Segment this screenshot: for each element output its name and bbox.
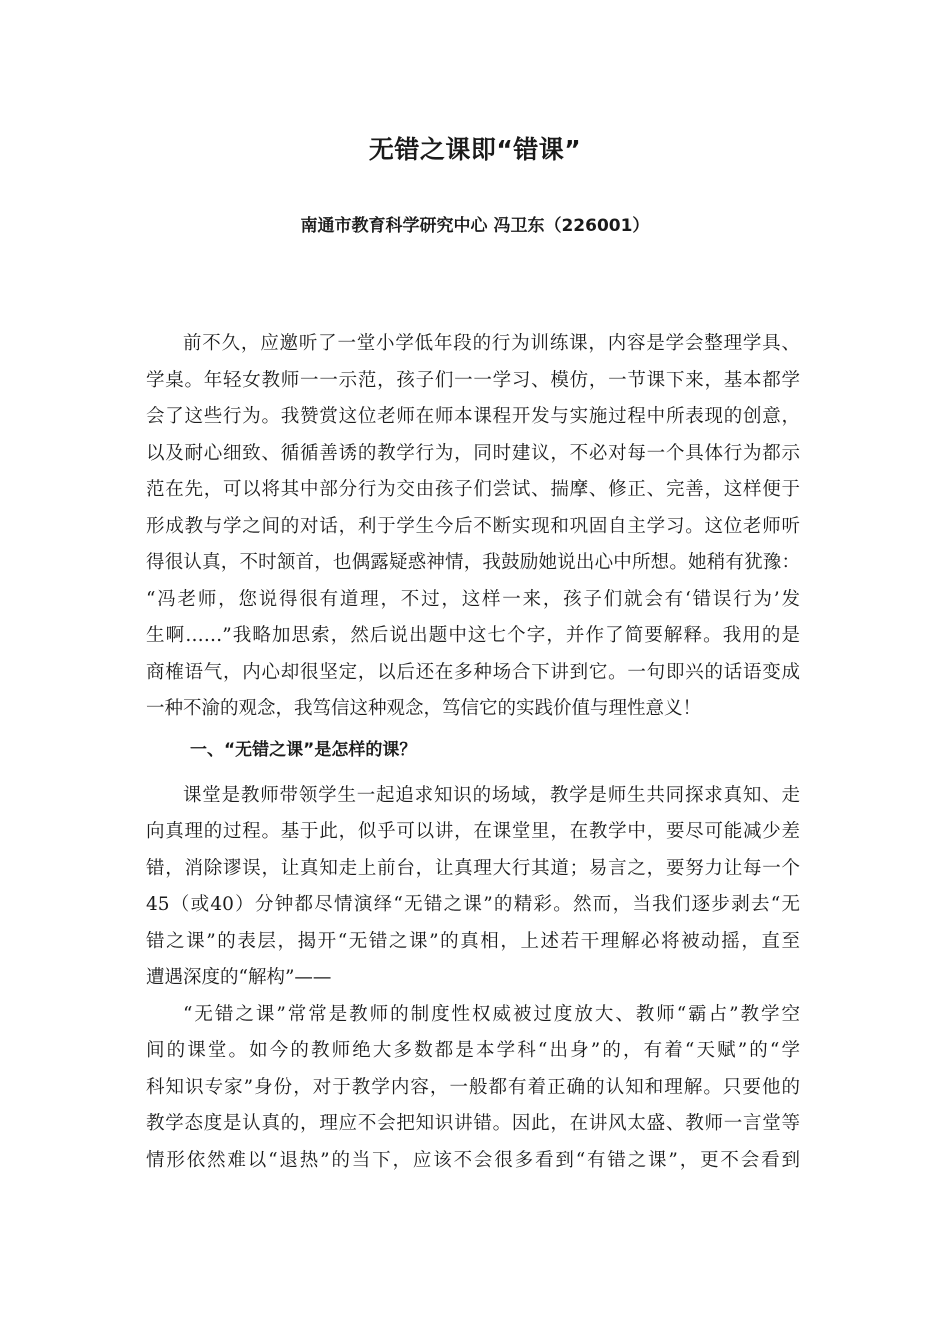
text-line: 情形依然难以“退热”的当下，应该不会很多看到“有错之课”，更不会看到 [146, 1149, 800, 1171]
section-heading: 一、“无错之课”是怎样的课？ [190, 739, 417, 760]
text-line: 范在先，可以将其中部分行为交由孩子们尝试、揣摩、修正、完善，这样便于 [146, 479, 800, 500]
text-line: 一种不渝的观念，我笃信这种观念，笃信它的实践价值与理性意义！ [146, 698, 702, 719]
text-line: 前不久，应邀听了一堂小学低年段的行为训练课，内容是学会整理学具、 [183, 333, 800, 354]
text-line: 间的课堂。如今的教师绝大多数都是本学科“出身”的，有着“天赋”的“学 [146, 1040, 800, 1061]
text-line: 会了这些行为。我赞赏这位老师在师本课程开发与实施过程中所表现的创意， [146, 406, 800, 427]
paragraph-section-2 [146, 997, 800, 1180]
author-byline: 南通市教育科学研究中心 冯卫东（226001） [300, 216, 650, 236]
text-line: 以及耐心细致、循循善诱的教学行为，同时建议，不必对每一个具体行为都示 [146, 442, 800, 464]
text-line: 得很认真，不时颔首，也偶露疑惑神情，我鼓励她说出心中所想。她稍有犹豫： [146, 552, 800, 573]
text-line: 课堂是教师带领学生一起追求知识的场域，教学是师生共同探求真知、走 [183, 784, 800, 806]
text-line: “冯老师，您说得很有道理，不过，这样一来，孩子们就会有‘错误行为’发 [146, 588, 800, 610]
text-line: 向真理的过程。基于此，似乎可以讲，在课堂里，在教学中，要尽可能减少差 [146, 821, 800, 842]
text-line: 学桌。年轻女教师一一示范，孩子们一一学习、模仿，一节课下来，基本都学 [146, 369, 800, 391]
text-line: 教学态度是认真的，理应不会把知识讲错。因此，在讲风太盛、教师一言堂等 [146, 1113, 800, 1134]
text-line: 错之课”的表层，揭开“无错之课”的真相，上述若干理解必将被动摇，直至 [146, 930, 800, 952]
text-line: 商榷语气，内心却很坚定，以后还在多种场合下讲到它。一句即兴的话语变成 [146, 661, 800, 683]
text-line: “无错之课”常常是教师的制度性权威被过度放大、教师“霸占”教学空 [183, 1003, 800, 1025]
text-line: 形成教与学之间的对话，利于学生今后不断实现和巩固自主学习。这位老师听 [146, 515, 800, 537]
text-line: 遭遇深度的“解构”—— [146, 967, 332, 988]
paragraph-section-1 [146, 778, 800, 997]
article-body [146, 326, 800, 1179]
text-line: 科知识专家”身份，对于教学内容，一般都有着正确的认知和理解。只要他的 [146, 1076, 800, 1098]
text-line: 生啊……”我略加思索，然后说出题中这七个字，并作了简要解释。我用的是 [146, 625, 800, 646]
text-line: 45（或40）分钟都尽情演绎“无错之课”的精彩。然而，当我们逐步剥去“无 [146, 894, 800, 915]
text-line: 错，消除谬误，让真知走上前台，让真理大行其道；易言之，要努力让每一个 [146, 857, 800, 879]
document-title: 无错之课即“错课” [368, 135, 582, 164]
paragraph-intro [146, 326, 800, 728]
